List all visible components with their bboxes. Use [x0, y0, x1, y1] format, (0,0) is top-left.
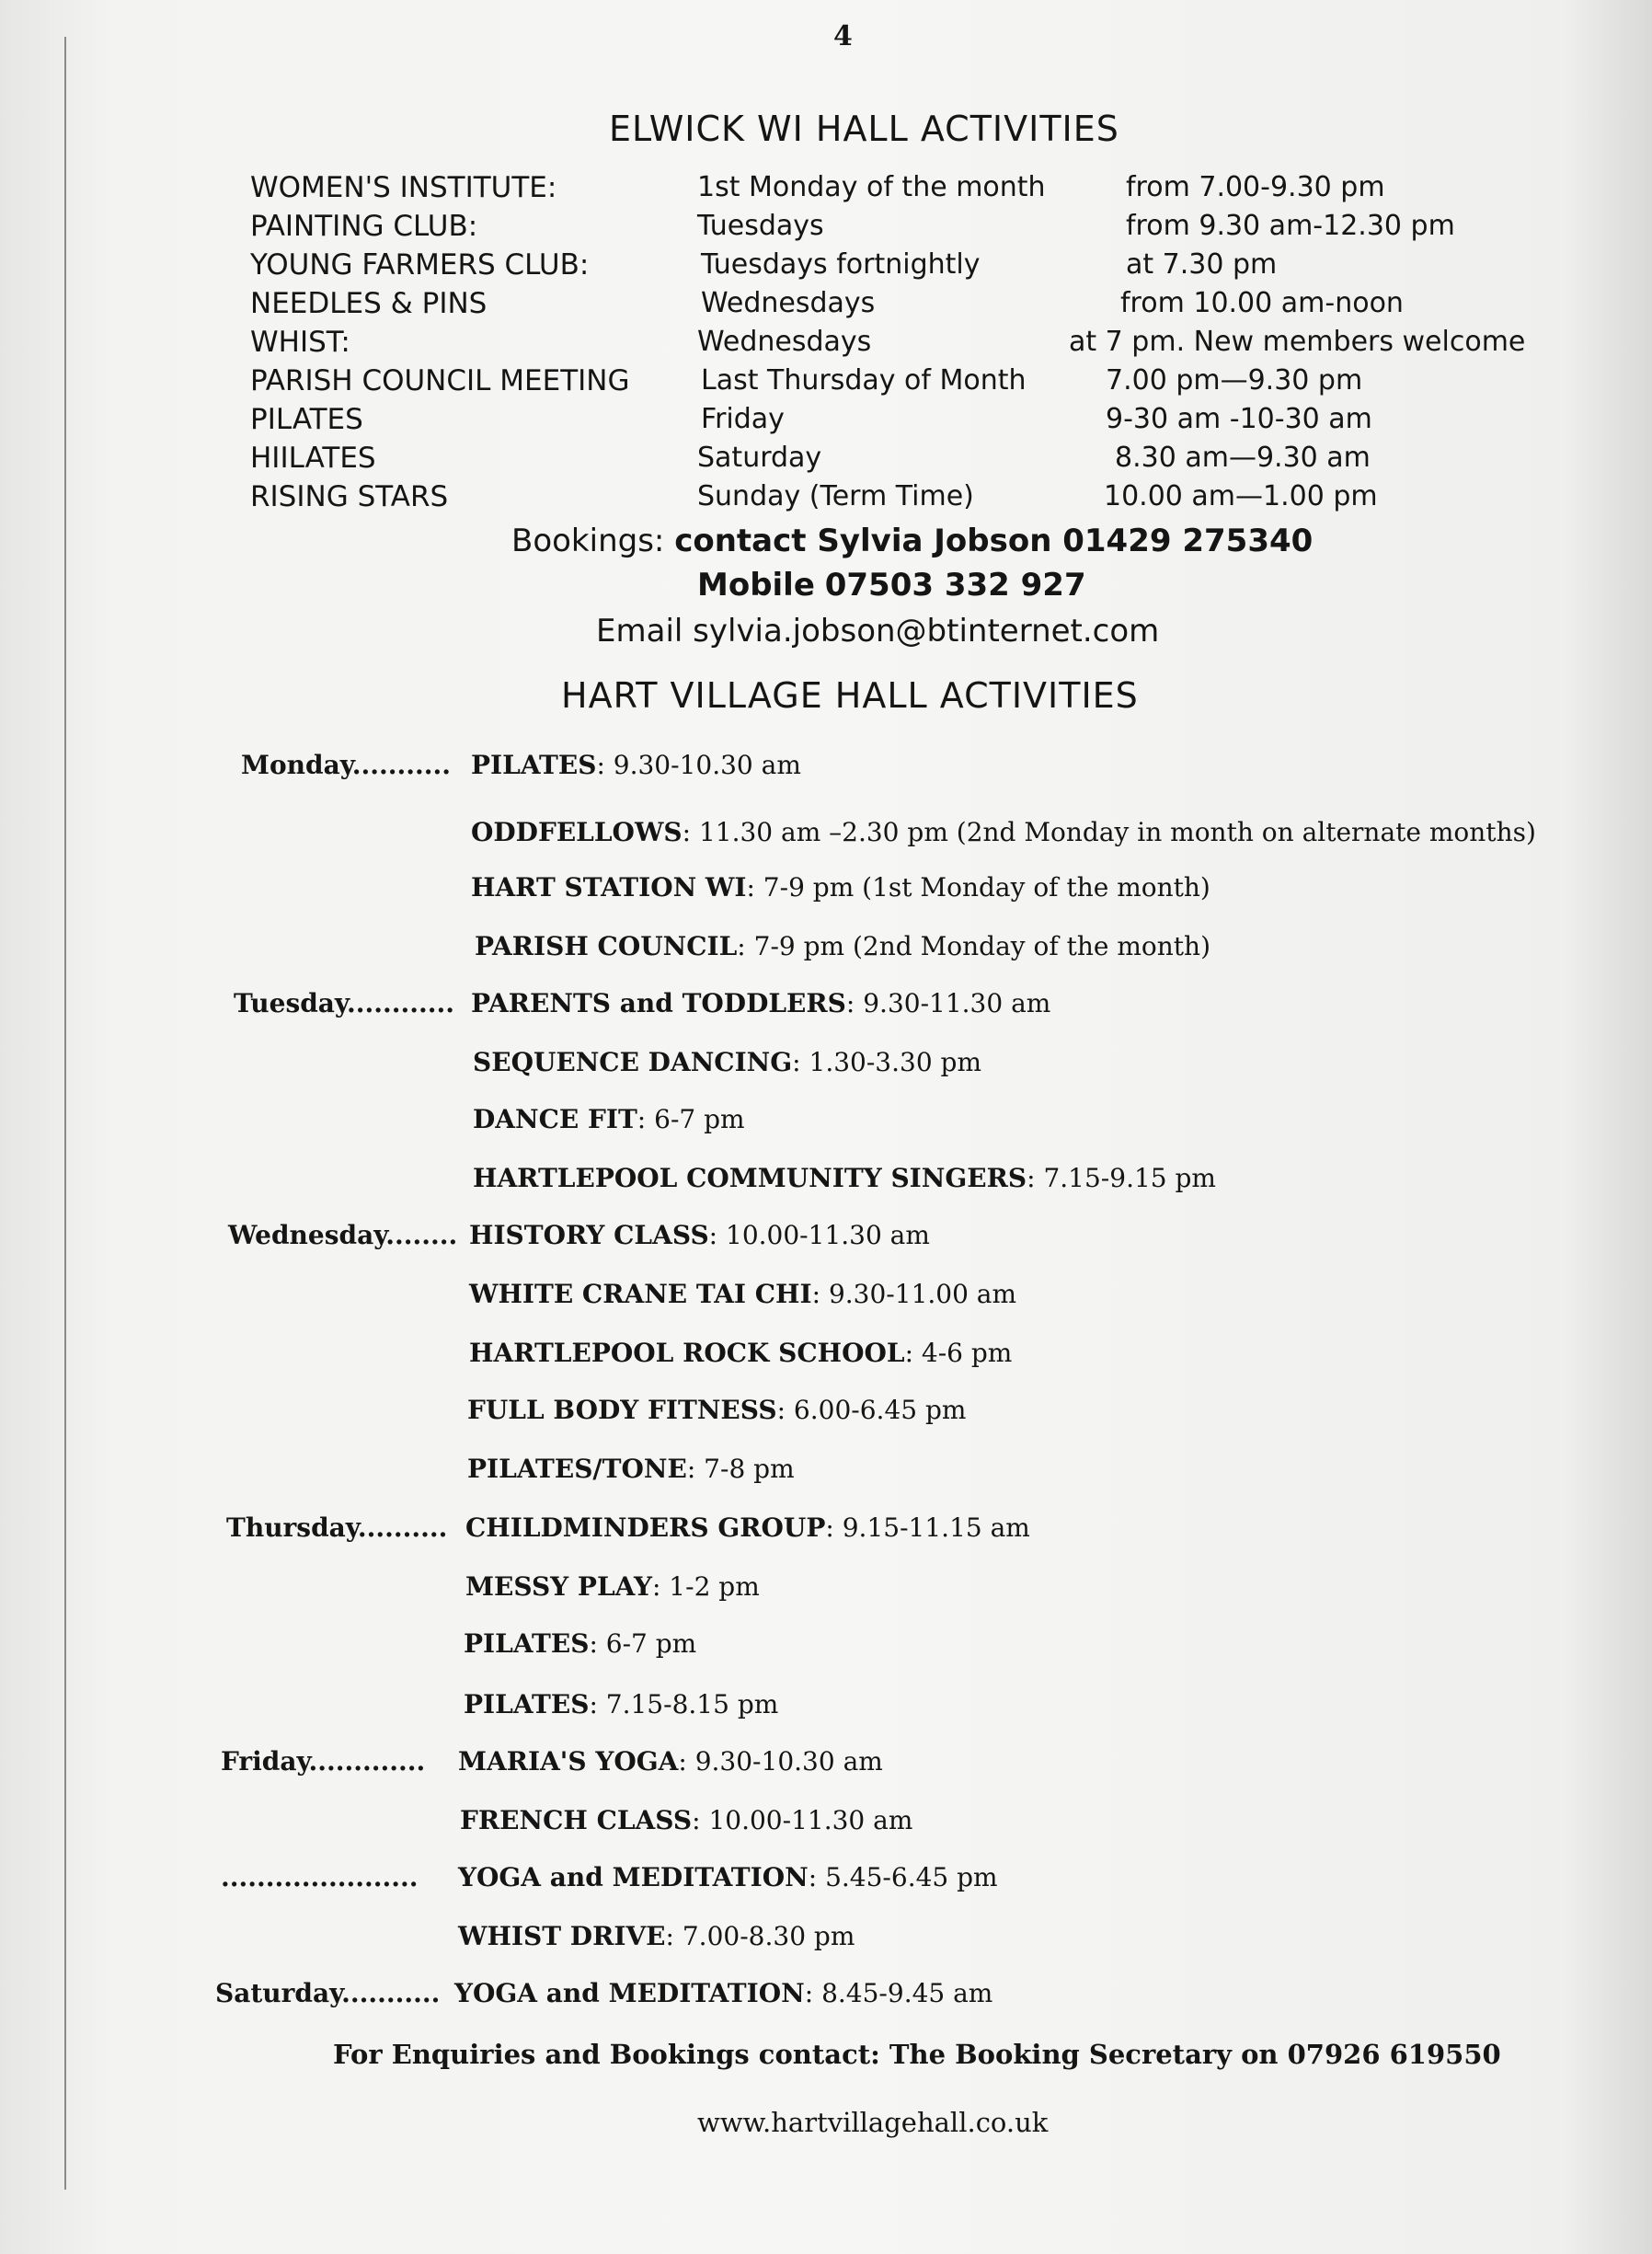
hart-activity — [465, 1571, 760, 1602]
hart-activity-name: HARTLEPOOL ROCK SCHOOL — [469, 1338, 905, 1368]
elwick-row — [0, 171, 1652, 210]
elwick-activity-name: NEEDLES & PINS — [250, 287, 488, 320]
elwick-activity-time: 8.30 am—9.30 am — [1115, 442, 1371, 474]
hart-activity-time: : 7-8 pm — [686, 1454, 795, 1484]
hart-row — [0, 1628, 1652, 1674]
hart-row — [0, 1571, 1652, 1617]
hart-activity-name: PILATES — [471, 750, 597, 780]
hart-activity-time: : 7.15-8.15 pm — [589, 1689, 779, 1719]
hart-row — [0, 1862, 1652, 1908]
hart-day-label: ...................... — [221, 1862, 419, 1892]
hart-day-label: Thursday.......... — [226, 1512, 448, 1543]
hart-row — [0, 1805, 1652, 1851]
hart-activity-time: : 9.30-11.00 am — [811, 1279, 1017, 1309]
hart-row — [0, 931, 1652, 977]
elwick-activity-name: PARISH COUNCIL MEETING — [250, 364, 630, 397]
elwick-activity-name: YOUNG FARMERS CLUB: — [250, 248, 590, 282]
hart-activity-name: WHITE CRANE TAI CHI — [469, 1279, 812, 1309]
email-line — [596, 613, 1159, 650]
hart-activity — [473, 1163, 1216, 1193]
elwick-row — [0, 403, 1652, 442]
elwick-row — [0, 326, 1652, 364]
page-number: 4 — [833, 20, 853, 52]
elwick-activity-name: WOMEN'S INSTITUTE: — [250, 171, 557, 204]
hart-activity — [473, 1047, 981, 1077]
hart-activity — [467, 1395, 966, 1425]
hart-day-label: Monday........... — [241, 750, 452, 780]
hart-activity-name: PILATES/TONE — [467, 1454, 687, 1484]
hart-row — [0, 1279, 1652, 1325]
hart-activity-time: : 1-2 pm — [651, 1571, 760, 1602]
elwick-title: ELWICK WI HALL ACTIVITIES — [609, 109, 1119, 149]
hart-row — [0, 1338, 1652, 1384]
hart-activity-time: : 9.30-10.30 am — [596, 750, 801, 780]
mobile-line — [697, 567, 1086, 604]
elwick-activity-name: HIILATES — [250, 442, 376, 475]
email-address[interactable]: sylvia.jobson@btinternet.com — [693, 613, 1160, 650]
elwick-activity-day: Saturday — [697, 442, 822, 474]
hart-activity — [475, 931, 1210, 961]
hart-activity-name: HARTLEPOOL COMMUNITY SINGERS — [473, 1163, 1027, 1193]
elwick-activity-day: Last Thursday of Month — [701, 364, 1027, 397]
hart-activity-name: PILATES — [464, 1689, 590, 1719]
elwick-activity-time: 7.00 pm—9.30 pm — [1106, 364, 1363, 397]
hart-row — [0, 1921, 1652, 1967]
hart-activity-name: YOGA and MEDITATION — [454, 1978, 805, 2008]
hart-row — [0, 1047, 1652, 1093]
hart-row — [0, 1104, 1652, 1150]
hart-activity-name: YOGA and MEDITATION — [458, 1862, 809, 1892]
hart-activity — [458, 1862, 998, 1892]
bookings-contact: contact Sylvia Jobson 01429 275340 — [674, 523, 1314, 559]
hart-activity — [469, 1279, 1016, 1309]
elwick-activity-time: from 7.00-9.30 pm — [1126, 171, 1385, 203]
elwick-activity-day: Tuesdays — [697, 210, 824, 242]
enquiries-line: For Enquiries and Bookings contact: The Booking Secretary on 07926 619550 — [333, 2039, 1501, 2070]
hart-activity — [469, 1338, 1012, 1368]
hart-row — [0, 1746, 1652, 1792]
hart-activity-time: : 7.15-9.15 pm — [1027, 1163, 1216, 1193]
hart-title: HART VILLAGE HALL ACTIVITIES — [561, 675, 1139, 716]
hart-row — [0, 1163, 1652, 1209]
hart-activity — [467, 1454, 795, 1484]
hart-activity-time: : 9.15-11.15 am — [825, 1512, 1030, 1543]
hart-activity — [460, 1805, 912, 1835]
elwick-activity-day: Wednesdays — [701, 287, 876, 319]
hart-row — [0, 1395, 1652, 1441]
hart-activity-time: : 1.30-3.30 pm — [792, 1047, 982, 1077]
hart-activity — [458, 1746, 883, 1777]
hart-activity-time: : 7.00-8.30 pm — [665, 1921, 855, 1951]
hart-activity — [471, 988, 1050, 1018]
hart-activity — [458, 1921, 855, 1951]
hart-activity-name: WHIST DRIVE — [458, 1921, 666, 1951]
elwick-activity-day: Tuesdays fortnightly — [701, 248, 981, 281]
hart-row — [0, 988, 1652, 1034]
hart-day-label: Friday............. — [221, 1746, 426, 1777]
hart-row — [0, 1454, 1652, 1500]
hart-activity-time: : 4-6 pm — [904, 1338, 1013, 1368]
elwick-activity-day: Sunday (Term Time) — [697, 480, 974, 512]
hart-activity-time: : 8.45-9.45 am — [804, 1978, 993, 2008]
hart-activity-name: PARISH COUNCIL — [475, 931, 738, 961]
elwick-row — [0, 210, 1652, 248]
hart-activity — [465, 1512, 1030, 1543]
hart-activity-name: MARIA'S YOGA — [458, 1746, 679, 1777]
elwick-activity-time: 9-30 am -10-30 am — [1106, 403, 1372, 435]
hart-day-label: Saturday........... — [215, 1978, 441, 2008]
elwick-activity-time: at 7.30 pm — [1126, 248, 1278, 281]
elwick-activity-time: from 9.30 am-12.30 pm — [1126, 210, 1455, 242]
hart-activity-name: DANCE FIT — [473, 1104, 637, 1134]
hart-activity-time: : 5.45-6.45 pm — [808, 1862, 998, 1892]
hart-activity — [473, 1104, 745, 1134]
hart-row — [0, 872, 1652, 918]
hart-day-label: Tuesday............ — [234, 988, 454, 1018]
hart-activity-time: : 10.00-11.30 am — [708, 1220, 930, 1250]
bookings-label: Bookings: — [511, 523, 665, 559]
hart-activity — [471, 872, 1210, 903]
hart-row — [0, 1512, 1652, 1558]
elwick-activity-name: WHIST: — [250, 326, 350, 359]
hart-activity-name: HART STATION WI — [471, 872, 747, 903]
hart-activity-name: PARENTS and TODDLERS — [471, 988, 846, 1018]
hart-activity — [464, 1628, 696, 1659]
hart-activity-name: FRENCH CLASS — [460, 1805, 693, 1835]
bookings-line — [511, 523, 1313, 559]
elwick-activity-day: Friday — [701, 403, 785, 435]
hart-row — [0, 750, 1652, 796]
hart-row — [0, 817, 1652, 863]
hart-activity-name: PILATES — [464, 1628, 590, 1659]
hart-activity-time: : 6.00-6.45 pm — [776, 1395, 967, 1425]
hart-activity-time: : 9.30-11.30 am — [845, 988, 1051, 1018]
hart-activity — [464, 1689, 778, 1719]
hart-activity — [471, 817, 1536, 847]
elwick-activity-time: from 10.00 am-noon — [1120, 287, 1404, 319]
hart-activity — [454, 1978, 992, 2008]
elwick-activity-day: Wednesdays — [697, 326, 872, 358]
hart-activity-time: : 11.30 am –2.30 pm (2nd Monday in month on alternate months) — [682, 817, 1536, 847]
hart-activity-time: : 6-7 pm — [589, 1628, 697, 1659]
elwick-row — [0, 248, 1652, 287]
hart-activity-name: SEQUENCE DANCING — [473, 1047, 793, 1077]
elwick-row — [0, 480, 1652, 519]
elwick-activity-name: PAINTING CLUB: — [250, 210, 478, 243]
hart-activity — [469, 1220, 930, 1250]
elwick-row — [0, 287, 1652, 326]
mobile-label: Mobile — [697, 567, 815, 604]
elwick-activity-time: at 7 pm. New members welcome — [1069, 326, 1526, 358]
hart-activity-time: : 7-9 pm (2nd Monday of the month) — [737, 931, 1211, 961]
elwick-row — [0, 442, 1652, 480]
hart-activity-time: : 10.00-11.30 am — [692, 1805, 913, 1835]
elwick-activity-name: RISING STARS — [250, 480, 449, 513]
hart-activity-time: : 7-9 pm (1st Monday of the month) — [746, 872, 1210, 903]
hart-activity-time: : 6-7 pm — [637, 1104, 745, 1134]
hart-row — [0, 1978, 1652, 2024]
hart-activity-name: MESSY PLAY — [465, 1571, 652, 1602]
hart-activity-name: FULL BODY FITNESS — [467, 1395, 777, 1425]
hart-activity — [471, 750, 801, 780]
elwick-activity-name: PILATES — [250, 403, 363, 436]
elwick-activity-day: 1st Monday of the month — [697, 171, 1046, 203]
hart-activity-name: CHILDMINDERS GROUP — [465, 1512, 826, 1543]
elwick-row — [0, 364, 1652, 403]
hart-row — [0, 1220, 1652, 1266]
elwick-activity-time: 10.00 am—1.00 pm — [1104, 480, 1378, 512]
hart-row — [0, 1689, 1652, 1735]
mobile-number: 07503 332 927 — [824, 567, 1086, 604]
hart-activity-name: ODDFELLOWS — [471, 817, 683, 847]
website-link[interactable]: www.hartvillagehall.co.uk — [697, 2107, 1049, 2138]
hart-activity-name: HISTORY CLASS — [469, 1220, 709, 1250]
email-label: Email — [596, 613, 683, 650]
hart-day-label: Wednesday........ — [228, 1220, 458, 1250]
hart-activity-time: : 9.30-10.30 am — [678, 1746, 883, 1777]
